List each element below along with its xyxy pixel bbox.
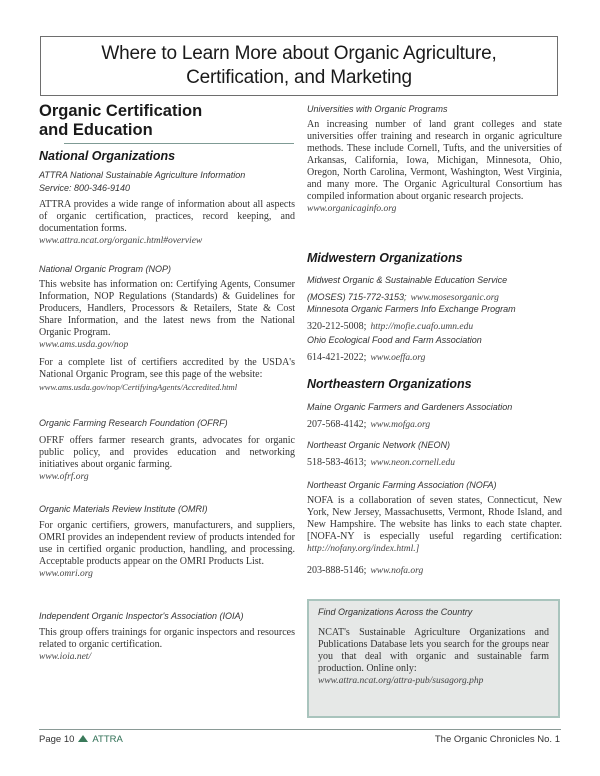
entry-url[interactable]: www.ofrf.org	[39, 472, 89, 482]
entry-label: Organic Farming Research Foundation (OFRF)	[39, 418, 228, 428]
ofrf-entry	[39, 417, 295, 484]
entry-phone: 207-568-4142;	[307, 419, 367, 430]
universities-entry	[307, 103, 562, 216]
attra-logo-icon	[78, 735, 88, 742]
title-line-2: Certification, and Marketing	[186, 67, 412, 88]
attra-entry	[39, 169, 295, 248]
entry-body: For a complete list of certifiers accredited by the USDA's National Organic Program, see this page of the website:	[39, 357, 295, 380]
entry-url[interactable]: www.neon.cornell.edu	[370, 458, 455, 468]
entry-label: National Organic Program (NOP)	[39, 264, 172, 274]
publication-name: The Organic Chronicles No. 1	[434, 734, 560, 745]
entry-label: (MOSES) 715-772-3153;	[307, 292, 407, 302]
entry-phone: 320-212-5008;	[307, 321, 367, 332]
maine-entry	[307, 401, 562, 432]
entry-label: Northeast Organic Network (NEON)	[307, 440, 451, 450]
footer-left	[39, 734, 123, 745]
entry-label: Ohio Ecological Food and Farm Association	[307, 335, 482, 345]
section-heading	[39, 102, 295, 140]
entry-url[interactable]: www.mosesorganic.org	[410, 293, 499, 303]
entry-label: Independent Organic Inspector's Association (IOIA)	[39, 611, 244, 621]
entry-body: An increasing number of land grant colleges and state universities offer training and research in organic agriculture methods. These include Cornell, Tufts, and the universities of Arkansas, California, Iowa, Michigan, Minnesota, Ohio, Oregon, North Carolina, Vermont, Washington, West Virginia, and many more. The Organic Agricultural Consortium has compiled information about organic research projects.	[307, 119, 562, 202]
entry-url[interactable]: www.nofa.org	[370, 566, 424, 576]
page-number: Page 10	[39, 734, 75, 745]
footer-rule	[39, 729, 561, 730]
moses-entry	[307, 274, 562, 305]
entry-label: Maine Organic Farmers and Gardeners Association	[307, 402, 513, 412]
national-organizations-heading: National Organizations	[39, 149, 176, 163]
page-title	[40, 36, 558, 96]
box-url[interactable]: www.attra.ncat.org/attra-pub/susagorg.php	[318, 676, 484, 686]
entry-label: Universities with Organic Programs	[307, 104, 448, 114]
northeastern-organizations-heading: Northeastern Organizations	[307, 377, 472, 391]
entry-url[interactable]: http://nofany.org/index.html.]	[307, 544, 420, 554]
entry-label: ATTRA National Sustainable Agriculture Information	[39, 170, 246, 180]
entry-url[interactable]: www.omri.org	[39, 569, 93, 579]
entry-url[interactable]: www.ioia.net/	[39, 652, 92, 662]
midwestern-organizations-heading: Midwestern Organizations	[307, 251, 463, 265]
entry-body: For organic certifiers, growers, manufacturers, and suppliers, OMRI provides an independent review of products intended for use in certified organic production, handling, and processing. Acceptable products appear on the OMRI Products List.	[39, 520, 295, 567]
entry-url[interactable]: www.attra.ncat.org/organic.html#overview	[39, 236, 203, 246]
ohio-entry	[307, 334, 562, 365]
entry-url[interactable]: www.organicaginfo.org	[307, 204, 397, 214]
title-line-1: Where to Learn More about Organic Agriculture,	[101, 43, 497, 64]
box-body: NCAT's Sustainable Agriculture Organizations and Publications Database lets you search for the groups near you that deal with organic and sustainable farm production. Online only:	[318, 627, 549, 674]
heading-rule	[64, 143, 294, 144]
entry-body: NOFA is a collaboration of seven states, Connecticut, New York, New Jersey, Massachusetts, Vermont, Rhode Island, and New Hampshire. The website has links to each state chapter. [NOFA-NY is especially useful regarding certification:	[307, 495, 562, 542]
section-heading-line-1: Organic Certification	[39, 102, 203, 120]
nop-entry	[39, 263, 295, 394]
section-heading-line-2: and Education	[39, 121, 153, 139]
entry-label: Midwest Organic & Sustainable Education Service	[307, 275, 508, 285]
entry-url[interactable]: www.mofga.org	[370, 420, 431, 430]
entry-phone: 203-888-5146;	[307, 565, 367, 576]
entry-phone: 518-583-4613;	[307, 457, 367, 468]
box-label: Find Organizations Across the Country	[318, 607, 473, 617]
entry-label: Service: 800-346-9140	[39, 183, 131, 193]
entry-url[interactable]: www.ams.usda.gov/nop/CertifyingAgents/Accredited.html	[39, 382, 238, 392]
ioia-entry	[39, 610, 295, 664]
entry-url[interactable]: www.oeffa.org	[370, 353, 426, 363]
neon-entry	[307, 439, 562, 470]
entry-body: ATTRA provides a wide range of information about all aspects of organic certification, practices, record keeping, and documentation forms.	[39, 199, 295, 234]
nofa-entry	[307, 479, 562, 578]
entry-label: Northeast Organic Farming Association (NOFA)	[307, 480, 497, 490]
entry-label: Organic Materials Review Institute (OMRI)	[39, 504, 208, 514]
entry-url[interactable]: www.ams.usda.gov/nop	[39, 340, 129, 350]
minnesota-entry	[307, 303, 562, 334]
brand-name: ATTRA	[92, 734, 123, 745]
entry-url[interactable]: http://mofie.cuafo.umn.edu	[370, 322, 474, 332]
omri-entry	[39, 503, 295, 581]
entry-body: This group offers trainings for organic inspectors and resources related to organic certification.	[39, 627, 295, 650]
entry-body: OFRF offers farmer research grants, advocates for organic public policy, and provides education and networking initiatives about organic farming.	[39, 435, 295, 470]
entry-body: This website has information on: Certifying Agents, Consumer Information, NOP Regulations (Standards) & Guidelines for Producers, Handlers, Processors & Retailers, State & Cost Share Information, and the latest news from the National Organic Program.	[39, 279, 295, 338]
find-organizations-box	[307, 599, 560, 718]
entry-phone: 614-421-2022;	[307, 352, 367, 363]
entry-label: Minnesota Organic Farmers Info Exchange Program	[307, 304, 516, 314]
